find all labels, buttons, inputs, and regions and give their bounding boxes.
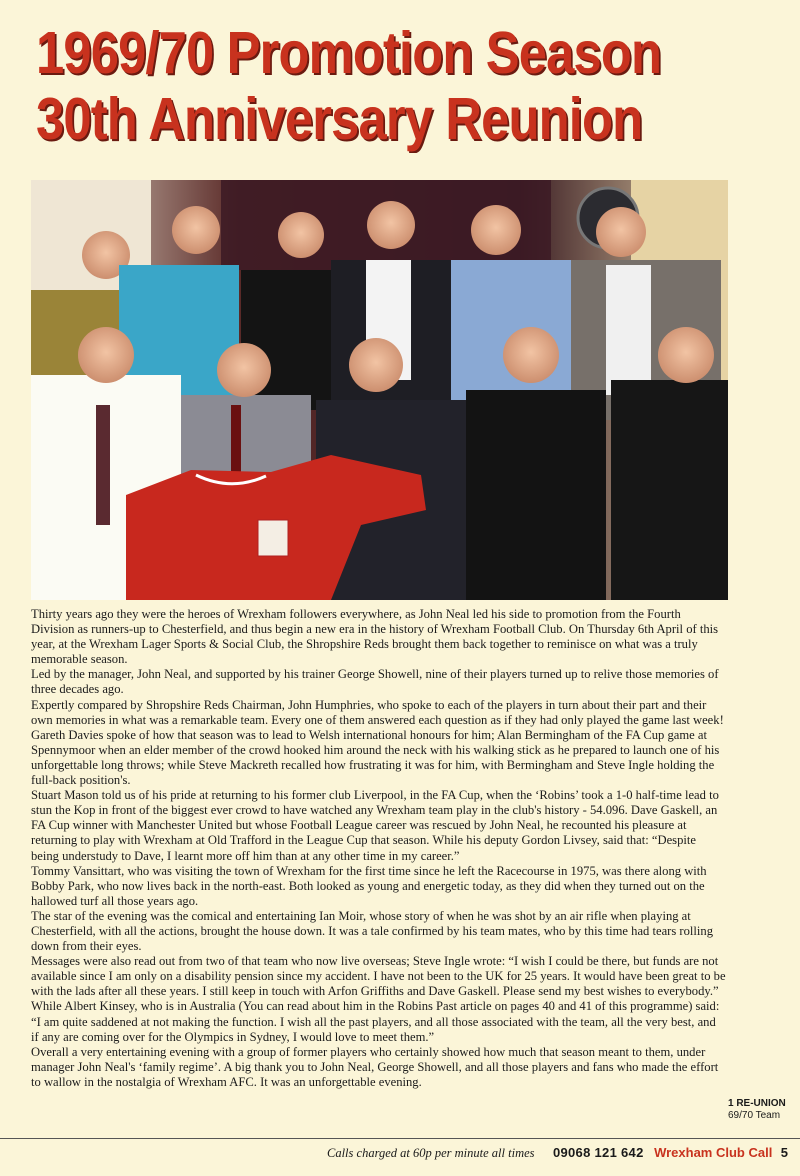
clubcall-brand: Wrexham Club Call [654,1145,773,1160]
team-photo-illustration [31,180,728,600]
article-paragraph: Tommy Vansittart, who was visiting the town of Wrexham for the first time since he left the Racecourse in 1975, was there along with Bobby Park, who now lives back in the north-east. Both looked as young and energetic today, as they did when they turned out on the hallowed turf all those years ago. [31,863,707,908]
article-paragraph: Gareth Davies spoke of how that season was to lead to Welsh international honours for him; Alan Bermingham of the FA Cup game at Spennymoor when an elder member of the crowd hooked him around the neck with his walking stick as he prepared to launch one of his unforgettable long throws; while Steve Mackreth recalled how frustrating it was for him, with Bermingham and Steve Ingle holding the full-back position's. [31,727,720,788]
headline-line-2: 30th Anniversary Reunion [36,86,643,152]
page-footer [0,1144,788,1166]
photo-caption [728,1098,790,1122]
caption-title: 1 RE-UNION [728,1098,786,1109]
article-paragraph: Led by the manager, John Neal, and supported by his trainer George Showell, nine of their players turned up to relive those memories of three decades ago. [31,667,719,697]
article-paragraph: Overall a very entertaining evening with a group of former players who certainly showed how much that season meant to them, under manager John Neal's ‘family regime’. A big thank you to John Neal, George Showell, and all those players and fans who made the effort to wallow in the nostalgia of Wrexham AFC. It was an unforgettable evening. [31,1044,719,1089]
shirt-badge-icon [258,520,288,556]
article-paragraph: Thirty years ago they were the heroes of Wrexham followers everywhere, as John Neal led his side to promotion from the Fourth Division as runners-up to Chesterfield, and thus begin a new era in the history of Wrexham Football Club. On Thursday 6th April of this year, at the Wrexham Lager Sports & Social Club, the Shropshire Reds brought them back together to reminisce on what was a truly memorable season. [31,607,719,667]
footer-divider [0,1138,800,1139]
clubcall-phone-number: 09068 121 642 [552,1145,644,1160]
article-body [31,607,726,1090]
caption-subtitle: 69/70 Team [728,1110,781,1121]
article-paragraph: Messages were also read out from two of that team who now live overseas; Steve Ingle wrote: “I wish I could be there, but funds are not available since I am only on a disability pension since my accident. I have not been to the UK for 25 years. It would have been great to be with the lads after all these years. I still keep in touch with Arfon Griffiths and Dave Gaskell. Please send my best wishes to everybody.” While Albert Kinsey, who is in Australia (You can read about him in the Robins Past article on pages 40 and 41 of this programme) said: “I am quite saddened at not making the function. I wish all the past players, and all those associated with the team, all the very best, and if any are coming over for the Olympics in Sydney, I would love to meet them.” [31,954,726,1044]
calls-charge-note: Calls charged at 60p per minute all times [327,1146,535,1160]
headline-line-1: 1969/70 Promotion Season [36,20,662,86]
team-photo [31,180,728,600]
article-paragraph: The star of the evening was the comical and entertaining Ian Moir, whose story of when he was shot by an air rifle when playing at Chesterfield, with all the actions, brought the house down. It was a tale confirmed by his team mates, who by this time had tears rolling down from their eyes. [31,908,714,954]
page-number: 5 [780,1145,788,1160]
headline [36,20,672,152]
article-paragraph: Stuart Mason told us of his pride at returning to his former club Liverpool, in the FA Cup, when the ‘Robins’ took a 1-0 half-time lead to stun the Kop in front of the biggest ever crowd to have watched any Wrexham team play in the club's history - 54.096. Dave Gaskell, an FA Cup winner with Manchester United but whose Football League career was rescued by John Neal, he recounted his pleasure at returning to play with Wrexham at Old Trafford in the League Cup that season. While his deputy Gordon Livsey, said that: “Despite being understudy to Dave, I learnt more off him than at any other time in my career.” [31,788,719,863]
article-paragraph: Expertly compared by Shropshire Reds Chairman, John Humphries, who spoke to each of the players in turn about their part and their own memories in what was a remarkable team. Every one of them answered each question as if they had only played the game last week! [31,697,724,727]
